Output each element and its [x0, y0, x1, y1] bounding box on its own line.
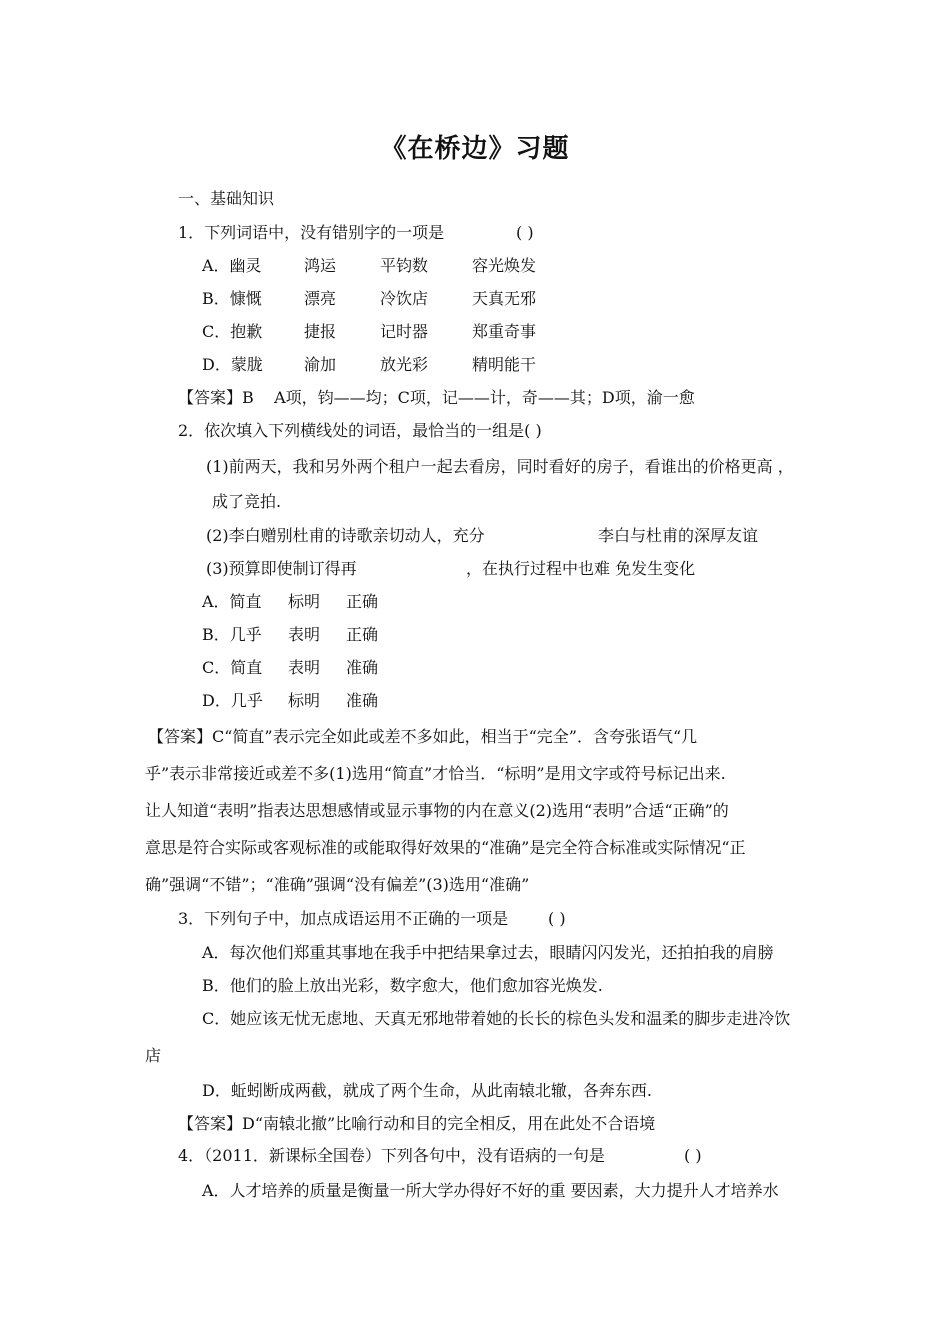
- question-2-answer-line: 乎”表示非常接近或差不多(1)选用“简直”才恰当．“标明”是用文字或符号标记出来.: [145, 764, 726, 783]
- option-word: B．几乎: [202, 625, 262, 644]
- option-word: 郑重奇事: [472, 322, 537, 341]
- question-3-option-a: A．每次他们郑重其事地在我手中把结果拿过去，眼睛闪闪发光，还拍拍我的肩膀: [202, 943, 774, 962]
- option-word: C．抱歉: [202, 322, 263, 341]
- option-word: B．慷慨: [202, 289, 262, 308]
- option-word: A．幽灵: [202, 256, 262, 275]
- question-2-sentence-1-cont: 成了竞拍.: [212, 492, 282, 511]
- page-title: 《在桥边》习题: [380, 134, 570, 164]
- option-word: C．简直: [202, 658, 263, 677]
- option-word: 平钧数: [380, 256, 429, 275]
- question-2-sentence-3: (3)预算即使制订得再: [206, 559, 357, 578]
- option-word: 正确: [346, 625, 379, 644]
- question-2-option-a: [202, 591, 378, 613]
- option-word: 冷饮店: [380, 289, 429, 308]
- question-3-answer-blank: ( ): [548, 909, 566, 928]
- question-2-answer-line: 意思是符合实际或客观标准的或能取得好效果的“准确”是完全符合标准或实际情况“正: [145, 838, 746, 857]
- option-word: 表明: [288, 658, 321, 677]
- question-3-option-d: D．蚯蚓断成两截，就成了两个生命，从此南辕北辙，各奔东西.: [202, 1081, 652, 1100]
- option-word: 漂亮: [304, 289, 337, 308]
- option-word: 容光焕发: [472, 256, 537, 275]
- question-4-stem: 4．（2011．新课标全国卷）下列各句中，没有语病的一句是: [178, 1146, 605, 1165]
- option-word: 渝加: [304, 355, 337, 374]
- question-2-option-c: [202, 657, 378, 679]
- question-1-stem: 1．下列词语中，没有错别字的一项是: [178, 223, 445, 242]
- option-word: 正确: [346, 592, 379, 611]
- option-word: 标明: [288, 592, 321, 611]
- option-word: 准确: [346, 691, 379, 710]
- question-2-answer-line: 确”强调“不错”；“准确”强调“没有偏差”(3)选用“准确”: [145, 875, 530, 894]
- option-word: 放光彩: [380, 355, 429, 374]
- option-word: 天真无邪: [472, 289, 537, 308]
- question-1-answer-blank: ( ): [516, 223, 534, 242]
- option-word: 记时器: [380, 322, 429, 341]
- question-4-answer-blank: ( ): [684, 1146, 702, 1165]
- question-2-option-d: [202, 690, 378, 712]
- question-3-option-c-cont: 店: [145, 1046, 162, 1065]
- question-3-option-c: C．她应该无忧无虑地、天真无邪地带着她的长长的棕色头发和温柔的脚步走进冷饮: [202, 1009, 791, 1028]
- question-3-answer: 【答案】D“南辕北撤”比喻行动和目的完全相反，用在此处不合语境: [178, 1114, 656, 1133]
- option-word: D．几乎: [202, 691, 263, 710]
- option-word: 准确: [346, 658, 379, 677]
- question-3-option-b: B．他们的脸上放出光彩，数字愈大，他们愈加容光焕发.: [202, 976, 603, 995]
- question-2-sentence-1: (1)前两天，我和另外两个租户一起去看房，同时看好的房子，看谁出的价格更高 ，: [206, 457, 794, 476]
- question-2-option-b: [202, 624, 378, 646]
- option-word: 表明: [288, 625, 321, 644]
- option-word: 鸿运: [304, 256, 337, 275]
- question-2-answer-line: 让人知道“表明”指表达思想感情或显示事物的内在意义(2)选用“表明”合适“正确”的: [145, 801, 729, 820]
- option-word: 捷报: [304, 322, 337, 341]
- question-1-option-c: [202, 321, 536, 343]
- question-2-answer-line: 【答案】C“简直”表示完全如此或差不多如此，相当于“完全”．含夸张语气“几: [148, 727, 698, 746]
- option-word: A．简直: [202, 592, 262, 611]
- question-1-option-a: [202, 255, 536, 277]
- question-2-sentence-3-end: ，在执行过程中也难 免发生变化: [466, 559, 696, 578]
- option-word: 标明: [288, 691, 321, 710]
- question-2-stem: 2．依次填入下列横线处的词语，最恰当的一组是( ): [178, 421, 542, 440]
- option-word: D．蒙胧: [202, 355, 263, 374]
- option-word: 精明能干: [472, 355, 537, 374]
- question-4-option-a: A．人才培养的质量是衡量一所大学办得好不好的重 要因素，大力提升人才培养水: [202, 1181, 779, 1200]
- question-1-answer: 【答案】B A项，钧——均；C项，记——计，奇——其；D项，渝一愈: [178, 388, 695, 407]
- question-2-sentence-2: (2)李白赠别杜甫的诗歌亲切动人，充分: [206, 526, 485, 545]
- question-2-sentence-2-end: 李白与杜甫的深厚友谊: [598, 526, 759, 545]
- question-1-option-d: [202, 354, 536, 376]
- section-heading: 一、基础知识: [178, 189, 275, 208]
- question-1-option-b: [202, 288, 536, 310]
- question-3-stem: 3．下列句子中，加点成语运用不正确的一项是: [178, 909, 509, 928]
